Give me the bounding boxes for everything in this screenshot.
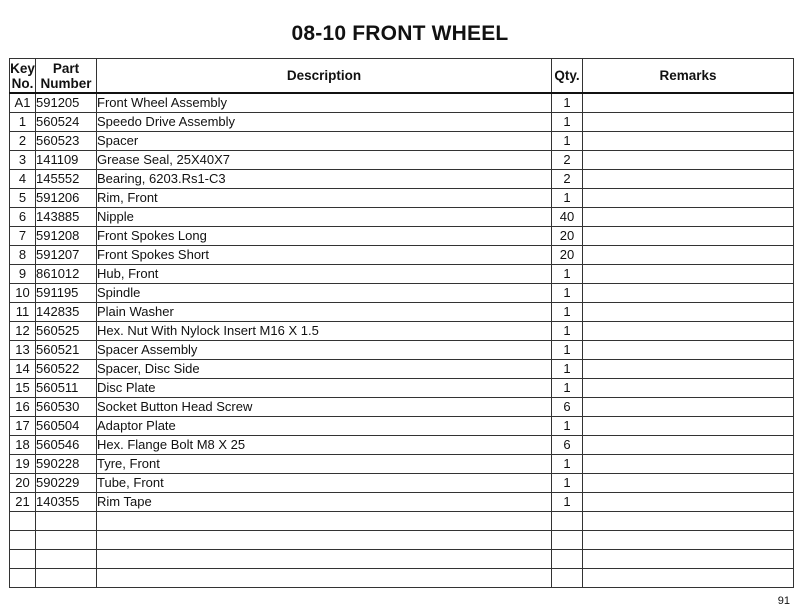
table-row <box>10 398 794 417</box>
remarks-cell <box>583 93 794 113</box>
part-number-cell: 590228 <box>36 455 97 474</box>
parts-table <box>9 58 794 588</box>
key-cell: 2 <box>10 132 36 151</box>
part-number-cell: 591205 <box>36 93 97 113</box>
header-key-no <box>10 59 36 94</box>
remarks-cell <box>583 341 794 360</box>
description-cell: Speedo Drive Assembly <box>97 113 552 132</box>
part-number-cell <box>36 531 97 550</box>
description-cell: Plain Washer <box>97 303 552 322</box>
key-cell: 13 <box>10 341 36 360</box>
key-cell: 9 <box>10 265 36 284</box>
table-row <box>10 208 794 227</box>
header-description: Description <box>97 59 552 94</box>
remarks-cell <box>583 550 794 569</box>
description-cell <box>97 569 552 588</box>
header-key-line1: Key <box>10 60 35 76</box>
key-cell: 21 <box>10 493 36 512</box>
part-number-cell: 560525 <box>36 322 97 341</box>
table-row <box>10 322 794 341</box>
key-cell: A1 <box>10 93 36 113</box>
key-cell: 4 <box>10 170 36 189</box>
table-row <box>10 436 794 455</box>
part-number-cell: 560546 <box>36 436 97 455</box>
header-part-line1: Part <box>52 60 80 76</box>
key-cell <box>10 512 36 531</box>
remarks-cell <box>583 284 794 303</box>
key-cell: 10 <box>10 284 36 303</box>
description-cell: Rim Tape <box>97 493 552 512</box>
part-number-cell: 560504 <box>36 417 97 436</box>
header-part-number <box>36 59 97 94</box>
key-cell <box>10 550 36 569</box>
key-cell <box>10 531 36 550</box>
remarks-cell <box>583 227 794 246</box>
part-number-cell: 591207 <box>36 246 97 265</box>
description-cell: Spindle <box>97 284 552 303</box>
qty-cell: 1 <box>552 303 583 322</box>
header-qty: Qty. <box>552 59 583 94</box>
table-row <box>10 284 794 303</box>
qty-cell: 1 <box>552 113 583 132</box>
part-number-cell: 142835 <box>36 303 97 322</box>
qty-cell <box>552 550 583 569</box>
part-number-cell: 143885 <box>36 208 97 227</box>
qty-cell: 1 <box>552 189 583 208</box>
key-cell: 18 <box>10 436 36 455</box>
description-cell: Nipple <box>97 208 552 227</box>
page-number: 91 <box>777 595 790 607</box>
qty-cell <box>552 512 583 531</box>
part-number-cell: 591208 <box>36 227 97 246</box>
remarks-cell <box>583 208 794 227</box>
qty-cell: 1 <box>552 474 583 493</box>
remarks-cell <box>583 436 794 455</box>
qty-cell: 1 <box>552 379 583 398</box>
part-number-cell: 560523 <box>36 132 97 151</box>
key-cell: 5 <box>10 189 36 208</box>
table-row <box>10 227 794 246</box>
parts-table-body <box>10 93 794 588</box>
description-cell: Rim, Front <box>97 189 552 208</box>
table-row <box>10 379 794 398</box>
table-row <box>10 341 794 360</box>
remarks-cell <box>583 360 794 379</box>
remarks-cell <box>583 455 794 474</box>
table-row <box>10 189 794 208</box>
remarks-cell <box>583 151 794 170</box>
remarks-cell <box>583 132 794 151</box>
remarks-cell <box>583 303 794 322</box>
table-row <box>10 569 794 588</box>
key-cell: 17 <box>10 417 36 436</box>
qty-cell: 1 <box>552 93 583 113</box>
table-row <box>10 455 794 474</box>
table-row <box>10 113 794 132</box>
qty-cell: 1 <box>552 493 583 512</box>
part-number-cell <box>36 550 97 569</box>
part-number-cell: 560522 <box>36 360 97 379</box>
remarks-cell <box>583 265 794 284</box>
table-row <box>10 132 794 151</box>
remarks-cell <box>583 322 794 341</box>
qty-cell: 1 <box>552 360 583 379</box>
description-cell: Grease Seal, 25X40X7 <box>97 151 552 170</box>
key-cell: 3 <box>10 151 36 170</box>
part-number-cell: 591195 <box>36 284 97 303</box>
remarks-cell <box>583 417 794 436</box>
description-cell <box>97 512 552 531</box>
part-number-cell: 591206 <box>36 189 97 208</box>
key-cell: 15 <box>10 379 36 398</box>
key-cell <box>10 569 36 588</box>
header-key-line2: No. <box>11 75 34 91</box>
part-number-cell: 560524 <box>36 113 97 132</box>
description-cell: Adaptor Plate <box>97 417 552 436</box>
description-cell: Hex. Flange Bolt M8 X 25 <box>97 436 552 455</box>
table-row <box>10 550 794 569</box>
table-row <box>10 512 794 531</box>
description-cell <box>97 531 552 550</box>
remarks-cell <box>583 379 794 398</box>
table-row <box>10 474 794 493</box>
part-number-cell: 145552 <box>36 170 97 189</box>
qty-cell: 1 <box>552 284 583 303</box>
remarks-cell <box>583 531 794 550</box>
qty-cell: 2 <box>552 151 583 170</box>
part-number-cell: 861012 <box>36 265 97 284</box>
key-cell: 20 <box>10 474 36 493</box>
part-number-cell: 560530 <box>36 398 97 417</box>
description-cell: Socket Button Head Screw <box>97 398 552 417</box>
qty-cell: 6 <box>552 436 583 455</box>
key-cell: 16 <box>10 398 36 417</box>
part-number-cell <box>36 569 97 588</box>
remarks-cell <box>583 246 794 265</box>
qty-cell <box>552 569 583 588</box>
remarks-cell <box>583 170 794 189</box>
key-cell: 1 <box>10 113 36 132</box>
description-cell: Hub, Front <box>97 265 552 284</box>
key-cell: 6 <box>10 208 36 227</box>
table-row <box>10 170 794 189</box>
part-number-cell <box>36 512 97 531</box>
table-row <box>10 93 794 113</box>
description-cell: Hex. Nut With Nylock Insert M16 X 1.5 <box>97 322 552 341</box>
key-cell: 8 <box>10 246 36 265</box>
description-cell: Front Spokes Short <box>97 246 552 265</box>
description-cell: Front Wheel Assembly <box>97 93 552 113</box>
key-cell: 11 <box>10 303 36 322</box>
table-row <box>10 360 794 379</box>
qty-cell: 1 <box>552 322 583 341</box>
table-row <box>10 417 794 436</box>
remarks-cell <box>583 398 794 417</box>
description-cell: Spacer Assembly <box>97 341 552 360</box>
description-cell: Spacer <box>97 132 552 151</box>
table-row <box>10 303 794 322</box>
table-row <box>10 151 794 170</box>
qty-cell: 1 <box>552 341 583 360</box>
table-row <box>10 531 794 550</box>
table-row <box>10 246 794 265</box>
qty-cell: 2 <box>552 170 583 189</box>
key-cell: 19 <box>10 455 36 474</box>
part-number-cell: 590229 <box>36 474 97 493</box>
description-cell: Disc Plate <box>97 379 552 398</box>
qty-cell: 20 <box>552 227 583 246</box>
qty-cell: 40 <box>552 208 583 227</box>
description-cell: Tyre, Front <box>97 455 552 474</box>
description-cell <box>97 550 552 569</box>
qty-cell: 1 <box>552 417 583 436</box>
part-number-cell: 141109 <box>36 151 97 170</box>
part-number-cell: 560511 <box>36 379 97 398</box>
description-cell: Spacer, Disc Side <box>97 360 552 379</box>
description-cell: Front Spokes Long <box>97 227 552 246</box>
qty-cell: 6 <box>552 398 583 417</box>
remarks-cell <box>583 512 794 531</box>
description-cell: Bearing, 6203.Rs1-C3 <box>97 170 552 189</box>
key-cell: 7 <box>10 227 36 246</box>
part-number-cell: 140355 <box>36 493 97 512</box>
header-remarks: Remarks <box>583 59 794 94</box>
remarks-cell <box>583 474 794 493</box>
key-cell: 12 <box>10 322 36 341</box>
remarks-cell <box>583 569 794 588</box>
remarks-cell <box>583 493 794 512</box>
page-title: 08-10 FRONT WHEEL <box>291 22 509 45</box>
qty-cell: 20 <box>552 246 583 265</box>
key-cell: 14 <box>10 360 36 379</box>
qty-cell <box>552 531 583 550</box>
table-header-row <box>10 59 794 94</box>
qty-cell: 1 <box>552 132 583 151</box>
part-number-cell: 560521 <box>36 341 97 360</box>
remarks-cell <box>583 189 794 208</box>
remarks-cell <box>583 113 794 132</box>
qty-cell: 1 <box>552 455 583 474</box>
description-cell: Tube, Front <box>97 474 552 493</box>
header-part-line2: Number <box>40 75 92 91</box>
qty-cell: 1 <box>552 265 583 284</box>
table-row <box>10 265 794 284</box>
table-row <box>10 493 794 512</box>
